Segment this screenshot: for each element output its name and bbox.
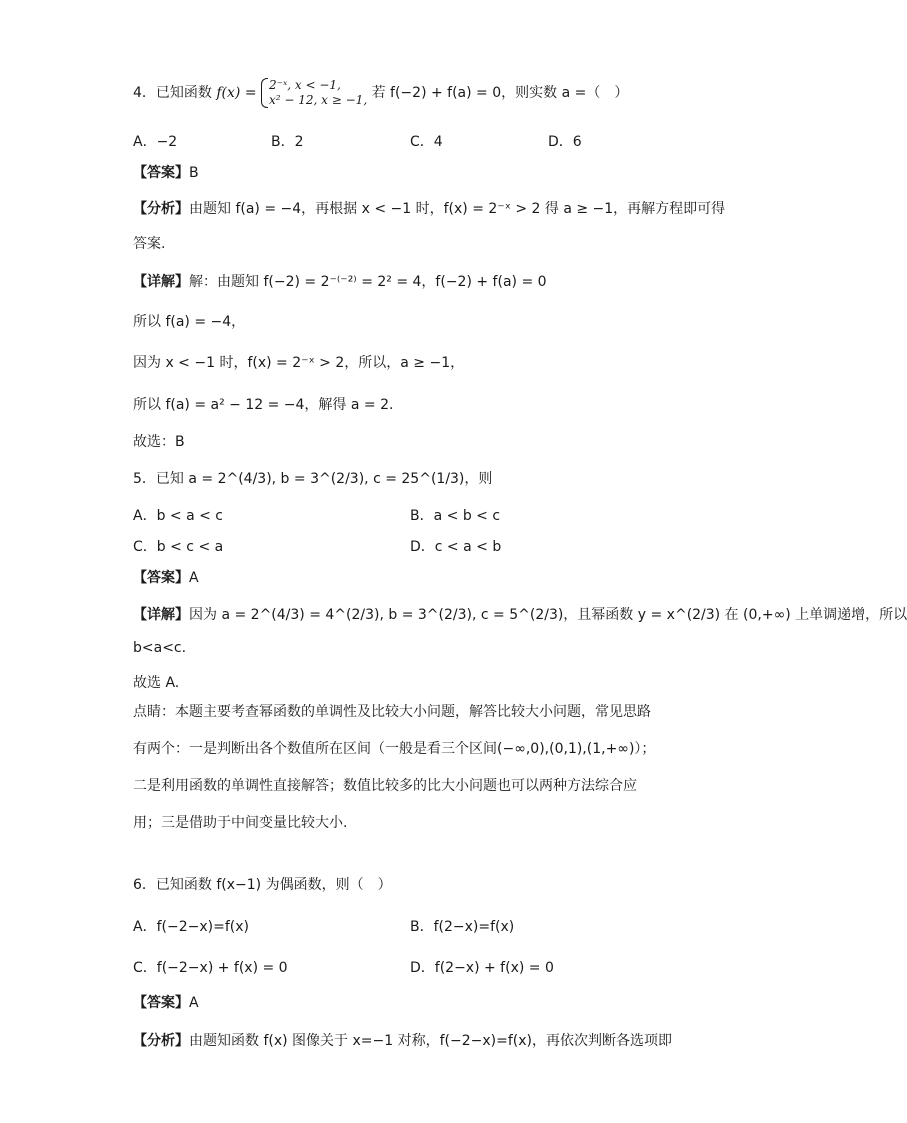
q6-stem: 6．已知函数 f(x−1) 为偶函数，则（ ） (133, 877, 392, 893)
q5-note: 点睛：本题主要考查幂函数的单调性及比较大小问题，解答比较大小问题，常见思路有两个：一是判断出各个数值所在区间（一般是看三个区间(−∞,0),(0,1),(1,+∞)）；二是利用函数的单调性直接解答；数值比较多的比大小问题也可以两种方法综合应用；三是借助于中间变量比较大小. (133, 704, 656, 831)
q4-analysis (133, 198, 725, 218)
q5-choice: 故选 A. (133, 675, 180, 691)
q4-option-b[interactable]: B．2 (271, 134, 304, 150)
q4-detail-line3: 因为 x < −1 时，f(x) = 2⁻ˣ > 2，所以，a ≥ −1， (133, 355, 465, 371)
q5-detail (133, 604, 907, 624)
answer-value: B (189, 165, 199, 181)
analysis-text: 由题知 f(a) = −4，再根据 x < −1 时，f(x) = 2⁻ˣ > 2 得 a ≥ −1，再解方程即可得 (189, 201, 726, 217)
q5-option-b[interactable]: B．a < b < c (410, 508, 501, 524)
detail-text: 解：由题知 f(−2) = 2⁻⁽⁻²⁾ = 2² = 4，f(−2) + f(a) = 0 (189, 274, 547, 290)
q4-option-d[interactable]: D．6 (548, 134, 582, 150)
q5-detail-line2: b<a<c. (133, 640, 187, 656)
q5-answer (133, 567, 199, 587)
q6-option-c[interactable]: C．f(−2−x) + f(x) = 0 (133, 960, 288, 976)
q5-option-c[interactable]: C．b < c < a (133, 539, 224, 555)
q4-option-a[interactable]: A．−2 (133, 134, 178, 150)
analysis-tag: 【分析】 (133, 201, 189, 217)
q4-stem (133, 78, 628, 108)
analysis-tag: 【分析】 (133, 1033, 189, 1049)
answer-tag: 【答案】 (133, 165, 189, 181)
detail-tag: 【详解】 (133, 607, 189, 623)
q4-piece-row2: x² − 12, x ≥ −1, (269, 93, 368, 107)
answer-tag: 【答案】 (133, 995, 189, 1011)
q5-option-d[interactable]: D．c < a < b (410, 539, 502, 555)
q4-piece-row1: 2⁻ˣ, x < −1, (269, 78, 341, 92)
q6-analysis (133, 1030, 672, 1050)
answer-tag: 【答案】 (133, 570, 189, 586)
q4-stem-suffix: 若 f(−2) + f(a) = 0，则实数 a =（ ） (371, 85, 629, 101)
q4-stem-prefix: 4．已知函数 (133, 85, 212, 101)
q6-option-b[interactable]: B．f(2−x)=f(x) (410, 919, 515, 935)
q6-answer (133, 992, 199, 1012)
q5-option-a[interactable]: A．b < a < c (133, 508, 224, 524)
q4-choice: 故选：B (133, 434, 185, 450)
q4-option-c[interactable]: C．4 (410, 134, 443, 150)
analysis-text: 由题知函数 f(x) 图像关于 x=−1 对称，f(−2−x)=f(x)，再依次判断各选项即 (189, 1033, 672, 1049)
answer-value: A (189, 570, 199, 586)
q4-detail-line2: 所以 f(a) = −4， (133, 314, 246, 330)
q4-analysis-line2: 答案. (133, 236, 166, 252)
q6-option-a[interactable]: A．f(−2−x)=f(x) (133, 919, 249, 935)
q6-option-d[interactable]: D．f(2−x) + f(x) = 0 (410, 960, 554, 976)
detail-text: 因为 a = 2^(4/3) = 4^(2/3), b = 3^(2/3), c = 5^(2/3)，且幂函数 y = x^(2/3) 在 (0,+∞) 上单调递增，所以 (189, 607, 907, 623)
detail-tag: 【详解】 (133, 274, 189, 290)
q4-answer (133, 162, 199, 182)
q5-stem: 5．已知 a = 2^(4/3), b = 3^(2/3), c = 25^(1/3)，则 (133, 471, 493, 487)
q4-detail-line4: 所以 f(a) = a² − 12 = −4，解得 a = 2. (133, 397, 394, 413)
q4-piecewise (261, 78, 367, 108)
q4-func-lhs: f(x) = (216, 85, 257, 101)
brace-icon (261, 78, 268, 108)
answer-value: A (189, 995, 199, 1011)
q4-detail (133, 271, 547, 291)
